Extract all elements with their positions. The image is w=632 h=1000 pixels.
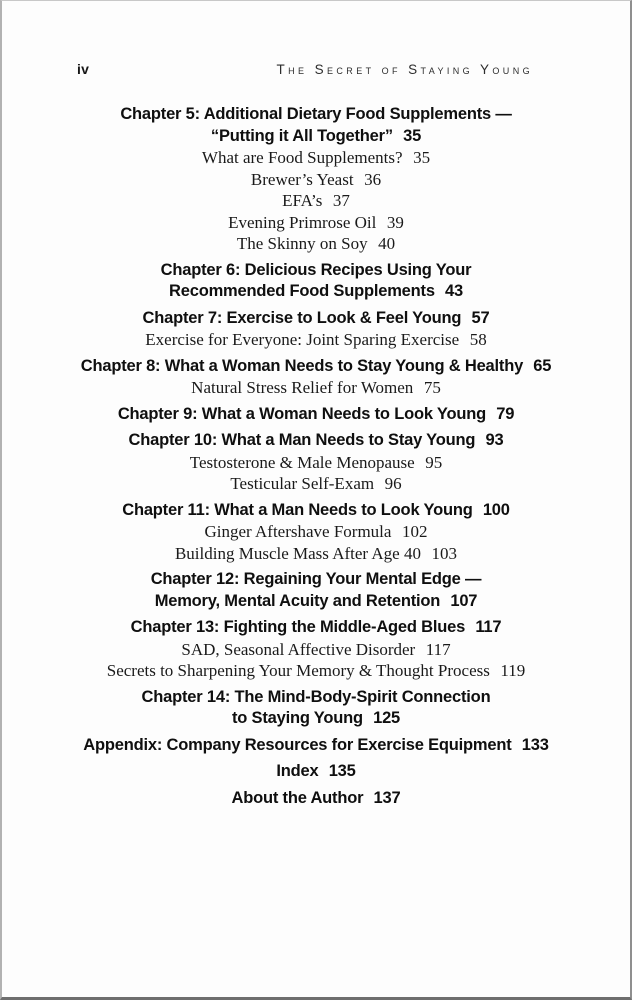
toc-subentry [46,212,586,234]
subentry-title-text: Testicular Self-Exam [230,474,375,493]
toc-subentry [46,543,586,565]
chapter-heading [46,761,586,783]
chapter-heading-line [46,591,586,613]
subentry-page-number: 36 [364,169,382,189]
chapter-heading-line [46,260,586,282]
toc-entry-group [46,308,586,351]
toc-subentry [46,147,586,169]
folio-page-number: iv [77,61,90,77]
chapter-heading [46,356,586,378]
chapter-title-text: Chapter 5: Additional Dietary Food Supplements — [120,105,512,123]
subentry-page-number: 103 [431,543,458,563]
chapter-title-text: Chapter 6: Delicious Recipes Using Your [160,260,472,279]
chapter-heading-line [46,356,586,378]
chapter-heading-line [46,308,586,330]
chapter-page-number: 125 [373,709,401,727]
chapter-heading-line [46,126,586,148]
subentry-title-text: What are Food Supplements? [201,148,403,167]
chapter-heading [46,500,586,522]
chapter-page-number: 133 [521,735,549,754]
chapter-page-number: 135 [328,762,356,780]
chapter-title-text: About the Author [231,788,364,807]
subentry-page-number: 39 [386,212,404,232]
chapter-heading-line [46,761,586,783]
subentry-title-text: Evening Primrose Oil [228,212,377,232]
chapter-heading [46,260,586,303]
subentry-page-number: 40 [378,234,396,253]
subentry-page-number: 35 [413,148,431,167]
toc-entry-group [46,104,586,255]
toc-entry-group [46,404,586,426]
toc-subentry [46,377,586,399]
chapter-page-number: 65 [533,356,552,375]
chapter-title-text: “Putting it All Together” [210,126,393,145]
subentry-title-text: EFA’s [282,191,323,210]
chapter-heading-line [46,687,586,709]
subentry-title-text: Secrets to Sharpening Your Memory & Thought Process [106,661,490,680]
toc-entry-group [46,500,586,565]
chapter-title-text: Memory, Mental Acuity and Retention [154,591,441,610]
chapter-title-text: Appendix: Company Resources for Exercise Equipment [83,735,512,754]
toc-entry-group [46,430,586,495]
chapter-heading-line [46,788,586,810]
chapter-page-number: 43 [445,282,463,300]
chapter-page-number: 107 [450,591,478,610]
chapter-heading [46,735,586,757]
toc-subentry [46,190,586,212]
subentry-page-number: 102 [401,522,428,541]
chapter-page-number: 57 [471,308,490,327]
subentry-page-number: 75 [423,378,441,397]
chapter-title-text: Recommended Food Supplements [169,282,435,300]
toc-subentry [46,639,586,661]
subentry-page-number: 117 [425,639,451,659]
toc-entry-group [46,687,586,730]
chapter-title-text: Index [276,762,319,780]
chapter-title-text: Chapter 8: What a Woman Needs to Stay Young & Healthy [80,356,524,375]
chapter-page-number: 117 [475,618,502,636]
chapter-page-number: 93 [485,431,504,449]
chapter-heading [46,404,586,426]
chapter-heading-line [46,500,586,522]
chapter-heading [46,569,586,612]
chapter-heading [46,430,586,452]
table-of-contents [46,104,586,814]
chapter-title-text: Chapter 14: The Mind-Body-Spirit Connection [141,687,491,706]
toc-entry-group [46,569,586,612]
chapter-heading-line [46,430,586,452]
subentry-title-text: Exercise for Everyone: Joint Sparing Exercise [145,330,460,349]
subentry-page-number: 37 [332,191,350,210]
toc-entry-group [46,788,586,810]
toc-entry-group [46,735,586,757]
toc-subentry [46,169,586,191]
chapter-title-text: Chapter 10: What a Man Needs to Stay Young [128,431,476,449]
chapter-title-text: to Staying Young [231,709,363,727]
subentry-title-text: The Skinny on Soy [236,234,368,253]
chapter-title-text: Chapter 11: What a Man Needs to Look Young [122,500,473,519]
toc-entry-group [46,356,586,399]
toc-subentry [46,233,586,255]
chapter-title-text: Chapter 12: Regaining Your Mental Edge — [150,570,482,588]
subentry-title-text: Natural Stress Relief for Women [191,378,414,397]
chapter-title-text: Chapter 9: What a Woman Needs to Look Young [117,404,486,423]
chapter-heading-line [46,104,586,126]
chapter-heading-line [46,569,586,591]
chapter-heading-line [46,281,586,303]
chapter-heading [46,308,586,330]
subentry-title-text: Building Muscle Mass After Age 40 [174,543,421,563]
subentry-page-number: 58 [469,330,487,349]
subentry-page-number: 95 [425,452,443,472]
chapter-heading-line [46,617,586,639]
chapter-heading [46,104,586,147]
toc-entry-group [46,260,586,303]
subentry-title-text: Ginger Aftershave Formula [204,522,392,541]
chapter-title-text: Chapter 13: Fighting the Middle-Aged Blues [130,618,466,636]
toc-subentry [46,473,586,495]
chapter-heading [46,617,586,639]
toc-entry-group [46,761,586,783]
chapter-page-number: 79 [496,404,515,423]
chapter-title-text: Chapter 7: Exercise to Look & Feel Young [142,308,462,327]
chapter-page-number: 35 [403,126,422,145]
toc-subentry [46,329,586,351]
toc-subentry [46,521,586,543]
chapter-heading [46,687,586,730]
toc-entry-group [46,617,586,682]
subentry-title-text: Testosterone & Male Menopause [189,452,415,472]
chapter-page-number: 100 [482,500,510,519]
subentry-page-number: 96 [384,474,402,493]
chapter-heading-line [46,708,586,730]
page-header [77,61,533,77]
subentry-title-text: SAD, Seasonal Affective Disorder [181,639,416,659]
running-head-title: The Secret of Staying Young [276,62,533,77]
toc-subentry [46,660,586,682]
subentry-page-number: 119 [500,661,526,680]
chapter-page-number: 137 [373,788,401,807]
chapter-heading-line [46,404,586,426]
chapter-heading [46,788,586,810]
subentry-title-text: Brewer’s Yeast [250,169,354,189]
chapter-heading-line [46,735,586,757]
toc-subentry [46,452,586,474]
